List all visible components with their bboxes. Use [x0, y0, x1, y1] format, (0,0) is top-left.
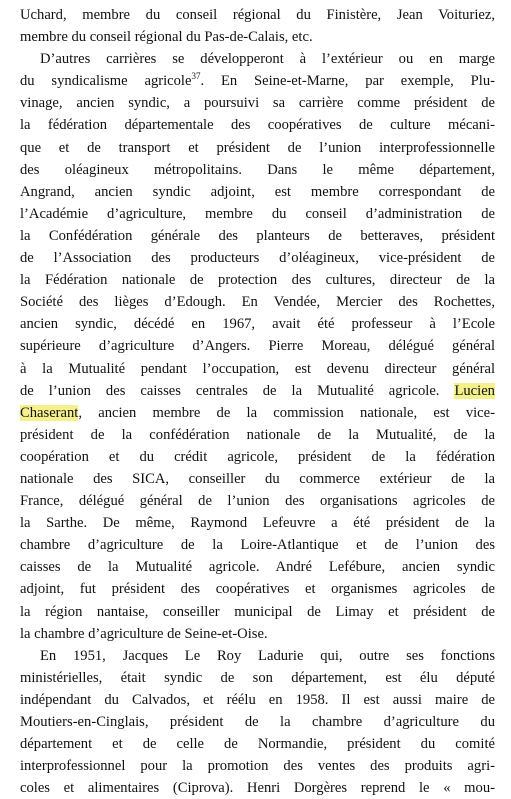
highlighted-name[interactable]: Chaserant [20, 404, 79, 421]
text-line: caisses de la Mutualité agricole. André Lefébure, ancien syndic [20, 559, 495, 576]
text-line: l’Académie d’agriculture, membre du conseil d’administration de [20, 205, 495, 222]
text-line: D’autres carrières se développeront à l’extérieur ou en marge [40, 51, 495, 68]
text-line: la région nantaise, conseiller municipal de Limay et président de [20, 603, 495, 620]
text-line: nationale des SICA, conseiller du commerce extérieur de la [20, 470, 495, 487]
text-line: des oléagineux métropolitains. Dans le même département, [20, 161, 495, 178]
text-line-with-highlight [20, 380, 495, 402]
text-fragment: de l’union des caisses centrales de la Mutualité agricole. [20, 382, 440, 399]
text-line: membre du conseil régional du Pas-de-Calais, etc. [20, 29, 313, 46]
text-line: coopération et du crédit agricole, président de la fédération [20, 448, 495, 465]
text-line: Moutiers-en-Cinglais, président de la chambre d’agriculture du [20, 714, 495, 730]
text-line: interprofessionnel pour la promotion des ventes des produits agri- [20, 758, 495, 775]
text-line: En 1951, Jacques Le Roy Ladurie qui, outre ses fonctions [40, 647, 495, 664]
text-line: la Sarthe. De même, Raymond Lefeuvre a été président de la [20, 515, 495, 532]
text-line: Angrand, ancien syndic adjoint, est membre correspondant de [20, 183, 495, 200]
paragraph-3 [20, 645, 495, 799]
text-line: France, délégué général de l’union des organisations agricoles de [20, 493, 495, 510]
text-line: à la Mutualité pendant l’occupation, est devenu directeur général [20, 360, 495, 377]
text-line: indépendant du Calvados, et réélu en 1958. Il est aussi maire de [20, 691, 495, 708]
paragraph-1 [20, 4, 495, 48]
text-fragment: , ancien membre de la commission nationale, est vice- [78, 404, 495, 421]
text-line: la fédération départementale des coopératives de culture mécani- [20, 117, 495, 134]
text-line: la Fédération nationale de protection des cultures, directeur de la [20, 272, 495, 289]
book-page [20, 4, 495, 799]
text-line: que et de transport et président de l’union interprofessionnelle [20, 139, 495, 156]
text-line: adjoint, fut président des coopératives et organismes agricoles de [20, 581, 495, 598]
text-line: la Confédération générale des planteurs de betteraves, président [20, 227, 495, 244]
text-fragment: du syndicalisme agricole [20, 73, 192, 90]
text-line: Société des lièges d’Edough. En Vendée, Mercier des Rochettes, [20, 294, 495, 311]
text-line: supérieure d’agriculture d’Angers. Pierre Moreau, délégué général [20, 338, 495, 355]
highlighted-name[interactable]: Lucien [454, 382, 495, 399]
text-line: ancien syndic, décédé en 1967, avait été professeur à l’Ecole [20, 316, 495, 333]
text-line: coles et alimentaires (Ciprova). Henri Dorgères reprend le « mou- [20, 780, 495, 797]
text-line: Uchard, membre du conseil régional du Finistère, Jean Voituriez, [20, 7, 495, 23]
text-line-with-footnote: du syndicalisme agricole$^{37}$. En Seine-et-Marne, par exemple, Plu- [20, 71, 495, 90]
text-line: vinage, ancien syndic, a poursuivi sa carrière comme président de [20, 95, 495, 112]
text-line: département et de celle de Normandie, président du comité [20, 736, 495, 753]
text-line-with-highlight [20, 402, 495, 424]
text-line: de l’Association des producteurs d’oléagineux, vice-président de [20, 250, 495, 267]
text-line: ministérielles, était syndic de son département, est élu député [20, 669, 495, 686]
footnote-reference[interactable]: 37 [191, 71, 201, 82]
text-fragment: En Seine-et-Marne, par exemple, Plu- [220, 73, 495, 90]
text-line: président de la confédération nationale de la Mutualité, de la [20, 426, 495, 443]
paragraph-2 [20, 48, 495, 645]
text-line: la chambre d’agriculture de Seine-et-Oise. [20, 625, 268, 642]
text-line: chambre d’agriculture de la Loire-Atlantique et de l’union des [20, 537, 495, 554]
